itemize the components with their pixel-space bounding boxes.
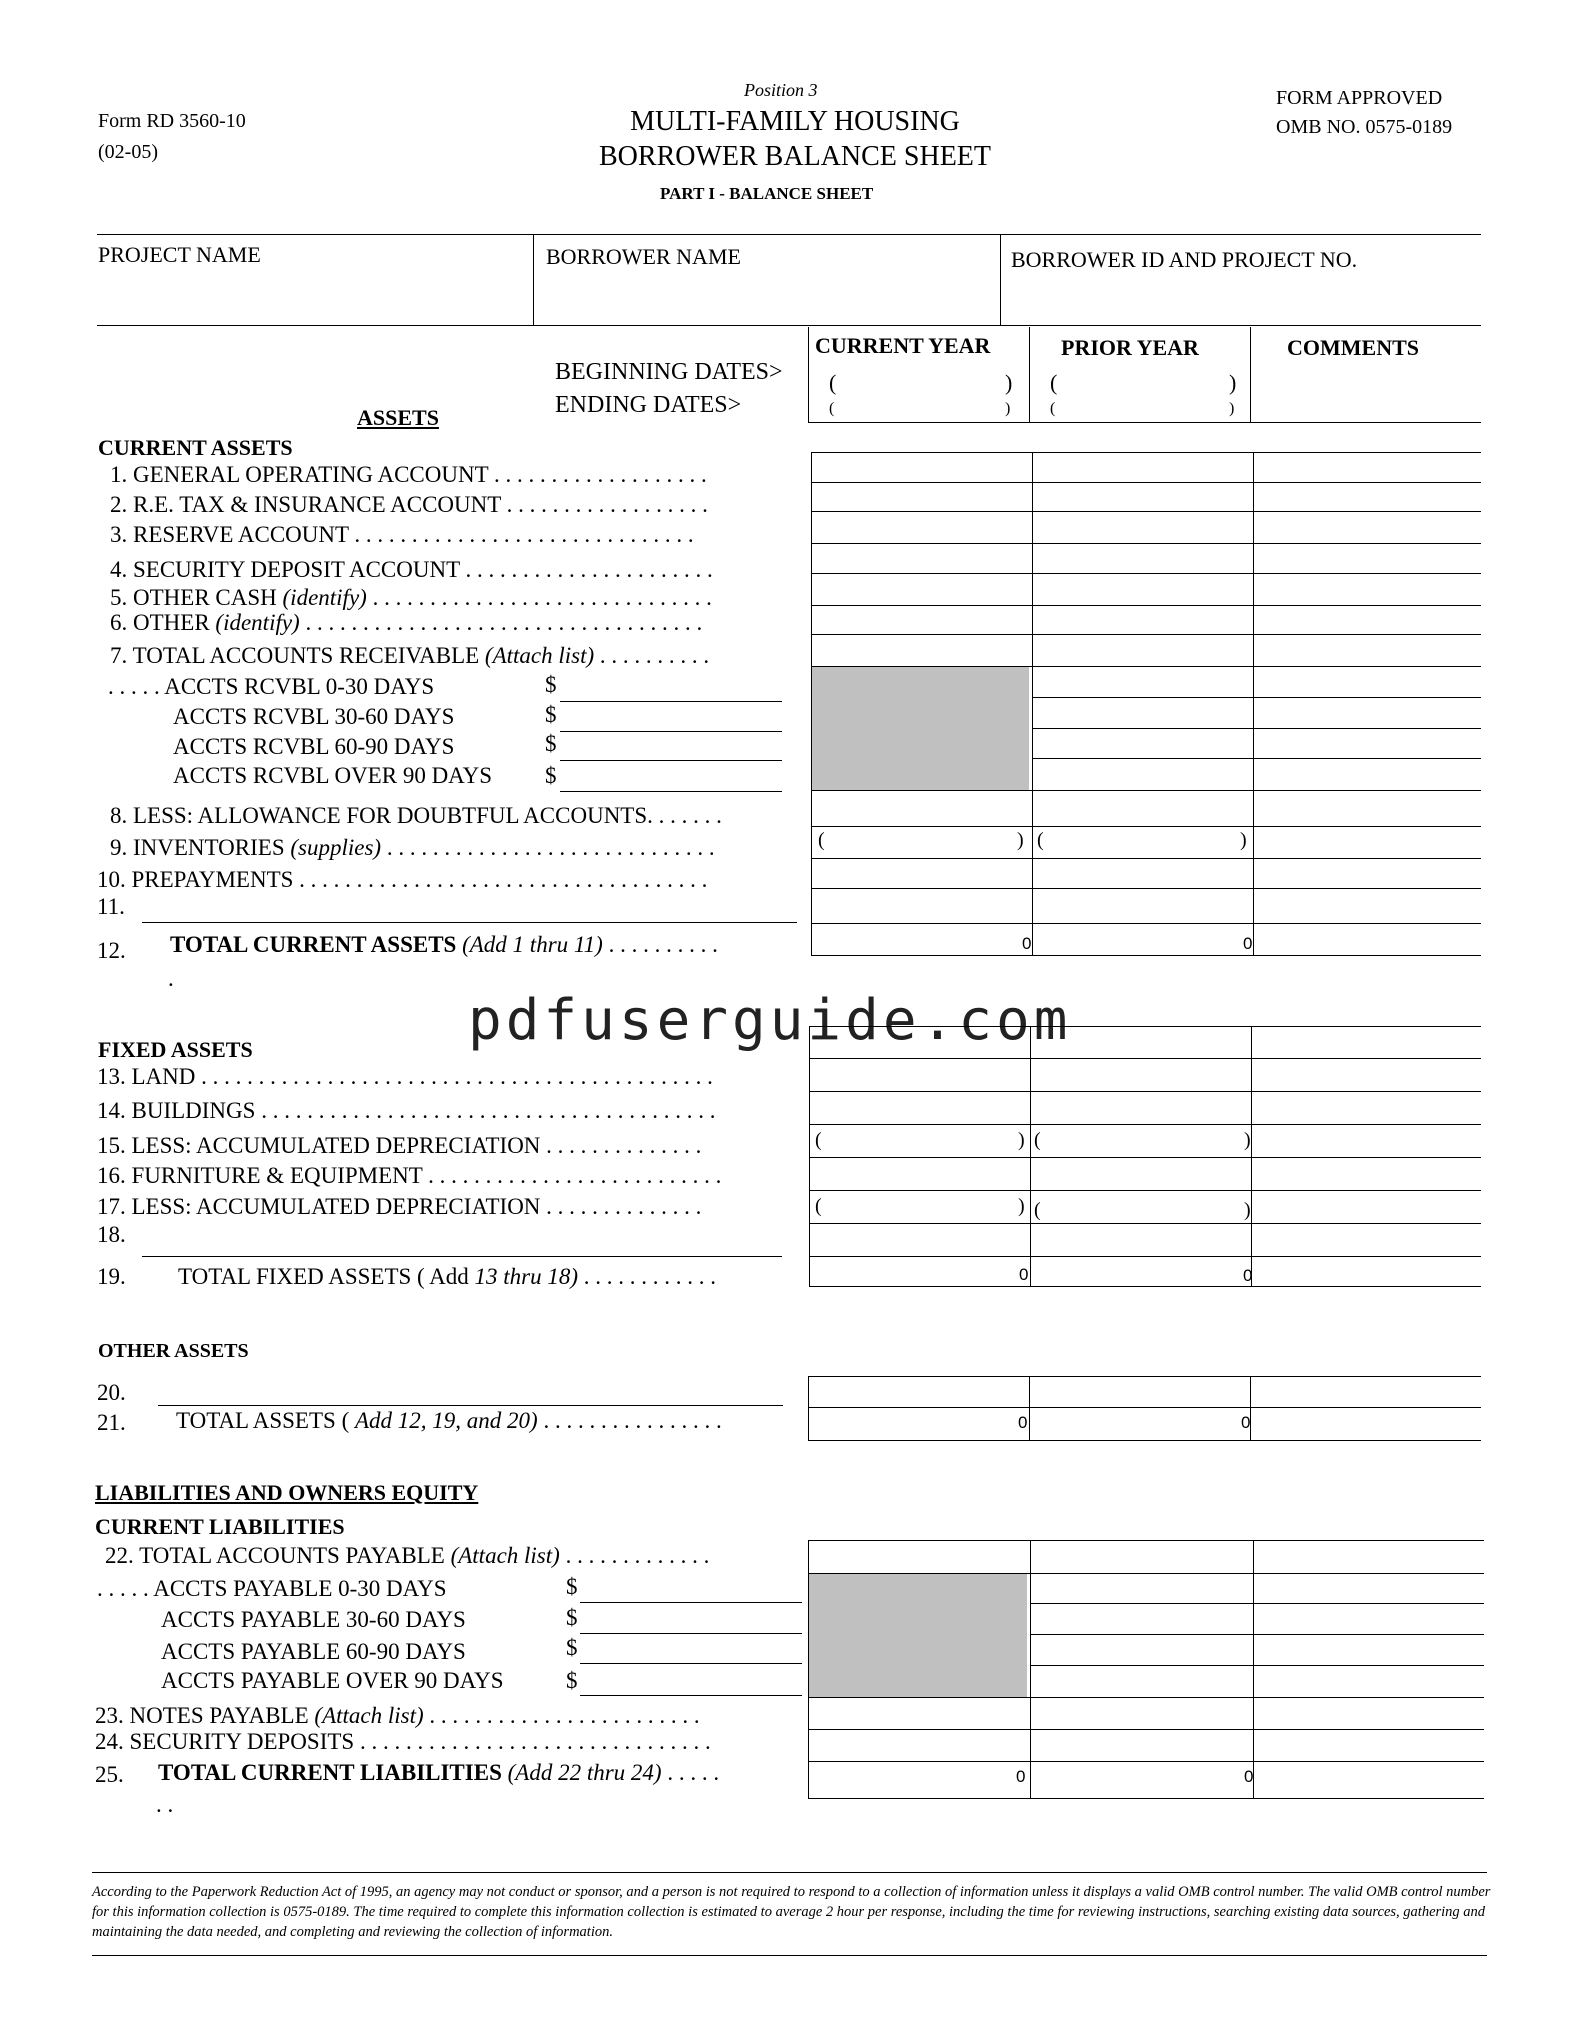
row-23-label: 23. NOTES PAYABLE (Attach list) . . . . . . . . . . . . . . . . . . . . . . . .	[95, 1703, 700, 1728]
current-assets-heading: CURRENT ASSETS	[98, 435, 293, 460]
ar-over-90-dollar: $	[545, 763, 557, 788]
form-title-line1: MULTI-FAMILY HOUSING	[630, 106, 960, 137]
ar-30-60-label: ACCTS RCVBL 30-60 DAYS	[173, 704, 455, 729]
ap-0-30-label: . . . . . ACCTS PAYABLE 0-30 DAYS	[97, 1576, 447, 1601]
ar-over-90-label: ACCTS RCVBL OVER 90 DAYS	[173, 763, 493, 788]
py-end-open: (	[1050, 400, 1056, 417]
form-date: (02-05)	[98, 141, 158, 163]
total-current-assets-cy: 0	[1022, 934, 1032, 953]
ar-shaded-cell	[811, 666, 1029, 790]
row-13-label: 13. LAND . . . . . . . . . . . . . . . . . . . . . . . . . . . . . . . . . . . . . . . . . . . . .	[97, 1064, 713, 1089]
ap-over-90-dollar: $	[566, 1668, 578, 1693]
row-15-py-open: (	[1034, 1129, 1041, 1151]
row-20-label: 20.	[97, 1380, 126, 1405]
ar-60-90-input[interactable]	[560, 760, 782, 761]
row-16-label: 16. FURNITURE & EQUIPMENT . . . . . . . . . . . . . . . . . . . . . . . . . .	[97, 1163, 722, 1188]
row-11-input[interactable]	[142, 922, 797, 923]
borrower-id-field[interactable]: BORROWER ID AND PROJECT NO.	[1011, 247, 1358, 272]
row-20-input[interactable]	[158, 1405, 783, 1406]
liabilities-heading: LIABILITIES AND OWNERS EQUITY	[95, 1480, 479, 1505]
cy-begin-close: )	[1005, 370, 1013, 395]
row-15-cy-open: (	[815, 1129, 822, 1151]
row-5-label: 5. OTHER CASH (identify) . . . . . . . . . . . . . . . . . . . . . . . . . . . . . .	[110, 585, 712, 610]
ap-over-90-input[interactable]	[580, 1695, 802, 1696]
fixed-assets-heading: FIXED ASSETS	[98, 1037, 253, 1062]
row-9-label: 9. INVENTORIES (supplies) . . . . . . . . . . . . . . . . . . . . . . . . . . . . .	[110, 835, 715, 860]
row-18-label: 18.	[97, 1222, 126, 1247]
watermark-text: pdfuserguide.com	[468, 988, 1072, 1053]
total-current-liabilities-py: 0	[1244, 1767, 1254, 1786]
ap-60-90-input[interactable]	[580, 1663, 802, 1664]
col-comments: COMMENTS	[1287, 335, 1419, 360]
ar-0-30-label: . . . . . ACCTS RCVBL 0-30 DAYS	[108, 674, 435, 699]
row-19-num: 19.	[97, 1264, 126, 1289]
col-prior-year: PRIOR YEAR	[1061, 335, 1199, 360]
py-begin-close: )	[1229, 370, 1237, 395]
project-name-field[interactable]: PROJECT NAME	[98, 242, 261, 267]
omb-number: OMB NO. 0575-0189	[1276, 116, 1453, 138]
row-12-num: 12.	[97, 938, 126, 963]
ap-shaded-cell	[809, 1573, 1027, 1697]
total-assets-cy: 0	[1018, 1413, 1028, 1432]
beginning-dates-label: BEGINNING DATES>	[555, 359, 783, 385]
ap-0-30-dollar: $	[566, 1574, 578, 1599]
row-17-cy-open: (	[815, 1195, 822, 1217]
total-fixed-assets-cy: 0	[1019, 1265, 1029, 1284]
row-3-label: 3. RESERVE ACCOUNT . . . . . . . . . . . . . . . . . . . . . . . . . . . . . .	[110, 522, 694, 547]
row-9-cy-open: (	[818, 829, 825, 851]
row-4-label: 4. SECURITY DEPOSIT ACCOUNT . . . . . . . . . . . . . . . . . . . . . .	[110, 557, 713, 582]
ar-60-90-label: ACCTS RCVBL 60-90 DAYS	[173, 734, 455, 759]
ap-0-30-input[interactable]	[580, 1602, 802, 1603]
ar-0-30-input[interactable]	[560, 701, 782, 702]
other-assets-heading: OTHER ASSETS	[98, 1340, 249, 1362]
row-15-py-close: )	[1244, 1129, 1251, 1151]
row-15-cy-close: )	[1018, 1129, 1025, 1151]
row-17-cy-close: )	[1018, 1195, 1025, 1217]
row-22-label: 22. TOTAL ACCOUNTS PAYABLE (Attach list) . . . . . . . . . . . . .	[105, 1543, 710, 1568]
ap-30-60-label: ACCTS PAYABLE 30-60 DAYS	[161, 1607, 466, 1632]
cy-end-close: )	[1005, 400, 1011, 417]
assets-heading: ASSETS	[357, 405, 439, 430]
row-18-input[interactable]	[142, 1256, 782, 1257]
ar-over-90-input[interactable]	[560, 791, 782, 792]
row-7-label: 7. TOTAL ACCOUNTS RECEIVABLE (Attach list) . . . . . . . . . .	[110, 643, 710, 668]
row-21-num: 21.	[97, 1410, 126, 1435]
cy-end-open: (	[829, 400, 835, 417]
current-liabilities-heading: CURRENT LIABILITIES	[95, 1514, 345, 1539]
row-11-label: 11.	[97, 894, 125, 919]
row-25-dots: . .	[156, 1792, 174, 1817]
py-begin-open: (	[1050, 370, 1058, 395]
ap-30-60-input[interactable]	[580, 1633, 802, 1634]
ap-60-90-dollar: $	[566, 1635, 578, 1660]
ending-dates-label: ENDING DATES>	[555, 392, 742, 418]
ar-0-30-dollar: $	[545, 672, 557, 697]
row-2-label: 2. R.E. TAX & INSURANCE ACCOUNT . . . . . . . . . . . . . . . . . .	[110, 492, 708, 517]
paperwork-notice: According to the Paperwork Reduction Act of 1995, an agency may not conduct or sponsor, and a person is not required to respond to a collection of information unless it displays a valid OMB control number. The valid OMB control number for this information collection is 0575-0189. The time required to complete this information collection is estimated to average 2 hour per response, including the time for reviewing instructions, searching existing data sources, gathering and maintaining the data needed, and completing and reviewing the collection of information.	[92, 1884, 1491, 1940]
borrower-name-field[interactable]: BORROWER NAME	[546, 244, 741, 269]
total-fixed-assets-py: 0	[1243, 1266, 1253, 1285]
cy-begin-open: (	[829, 370, 837, 395]
row-25-num: 25.	[95, 1762, 124, 1787]
row-9-py-open: (	[1037, 829, 1044, 851]
row-8-label: 8. LESS: ALLOWANCE FOR DOUBTFUL ACCOUNTS. . . . . . .	[110, 803, 722, 828]
total-assets-py: 0	[1241, 1413, 1251, 1432]
form-approved: FORM APPROVED	[1276, 87, 1443, 109]
form-title-line2: BORROWER BALANCE SHEET	[599, 141, 991, 172]
row-19-label: TOTAL FIXED ASSETS ( Add 13 thru 18) . . . . . . . . . . . .	[178, 1264, 717, 1289]
row-17-py-close: )	[1244, 1199, 1251, 1221]
ap-30-60-dollar: $	[566, 1605, 578, 1630]
row-1-label: 1. GENERAL OPERATING ACCOUNT . . . . . . . . . . . . . . . . . . .	[110, 462, 707, 487]
py-end-close: )	[1229, 400, 1235, 417]
ap-60-90-label: ACCTS PAYABLE 60-90 DAYS	[161, 1639, 466, 1664]
row-10-label: 10. PREPAYMENTS . . . . . . . . . . . . . . . . . . . . . . . . . . . . . . . . . . . .	[97, 867, 708, 892]
row-15-label: 15. LESS: ACCUMULATED DEPRECIATION . . . . . . . . . . . . . .	[97, 1133, 702, 1158]
row-9-py-close: )	[1240, 829, 1247, 851]
row-14-label: 14. BUILDINGS . . . . . . . . . . . . . . . . . . . . . . . . . . . . . . . . . . . . . . . .	[97, 1098, 716, 1123]
ar-30-60-input[interactable]	[560, 731, 782, 732]
form-id: Form RD 3560-10	[98, 110, 246, 132]
row-9-cy-close: )	[1017, 829, 1024, 851]
col-current-year: CURRENT YEAR	[815, 333, 991, 358]
row-17-py-open: (	[1034, 1199, 1041, 1221]
row-12-label: TOTAL CURRENT ASSETS (Add 1 thru 11) . . . . . . . . . .	[170, 932, 718, 957]
row-25-label: TOTAL CURRENT LIABILITIES (Add 22 thru 24) . . . . .	[158, 1760, 720, 1785]
part-label: PART I - BALANCE SHEET	[660, 184, 874, 203]
ap-over-90-label: ACCTS PAYABLE OVER 90 DAYS	[161, 1668, 504, 1693]
total-current-liabilities-cy: 0	[1016, 1767, 1026, 1786]
row-17-label: 17. LESS: ACCUMULATED DEPRECIATION . . . . . . . . . . . . . .	[97, 1194, 702, 1219]
ar-30-60-dollar: $	[545, 702, 557, 727]
row-21-label: TOTAL ASSETS ( Add 12, 19, and 20) . . . . . . . . . . . . . . . .	[176, 1408, 722, 1433]
row-6-label: 6. OTHER (identify) . . . . . . . . . . . . . . . . . . . . . . . . . . . . . . . . . . .	[110, 610, 703, 635]
position-label: Position 3	[744, 80, 818, 100]
row-24-label: 24. SECURITY DEPOSITS . . . . . . . . . . . . . . . . . . . . . . . . . . . . . . .	[95, 1729, 711, 1754]
ar-60-90-dollar: $	[545, 731, 557, 756]
row-12-dot: .	[168, 966, 174, 991]
total-current-assets-py: 0	[1243, 934, 1253, 953]
